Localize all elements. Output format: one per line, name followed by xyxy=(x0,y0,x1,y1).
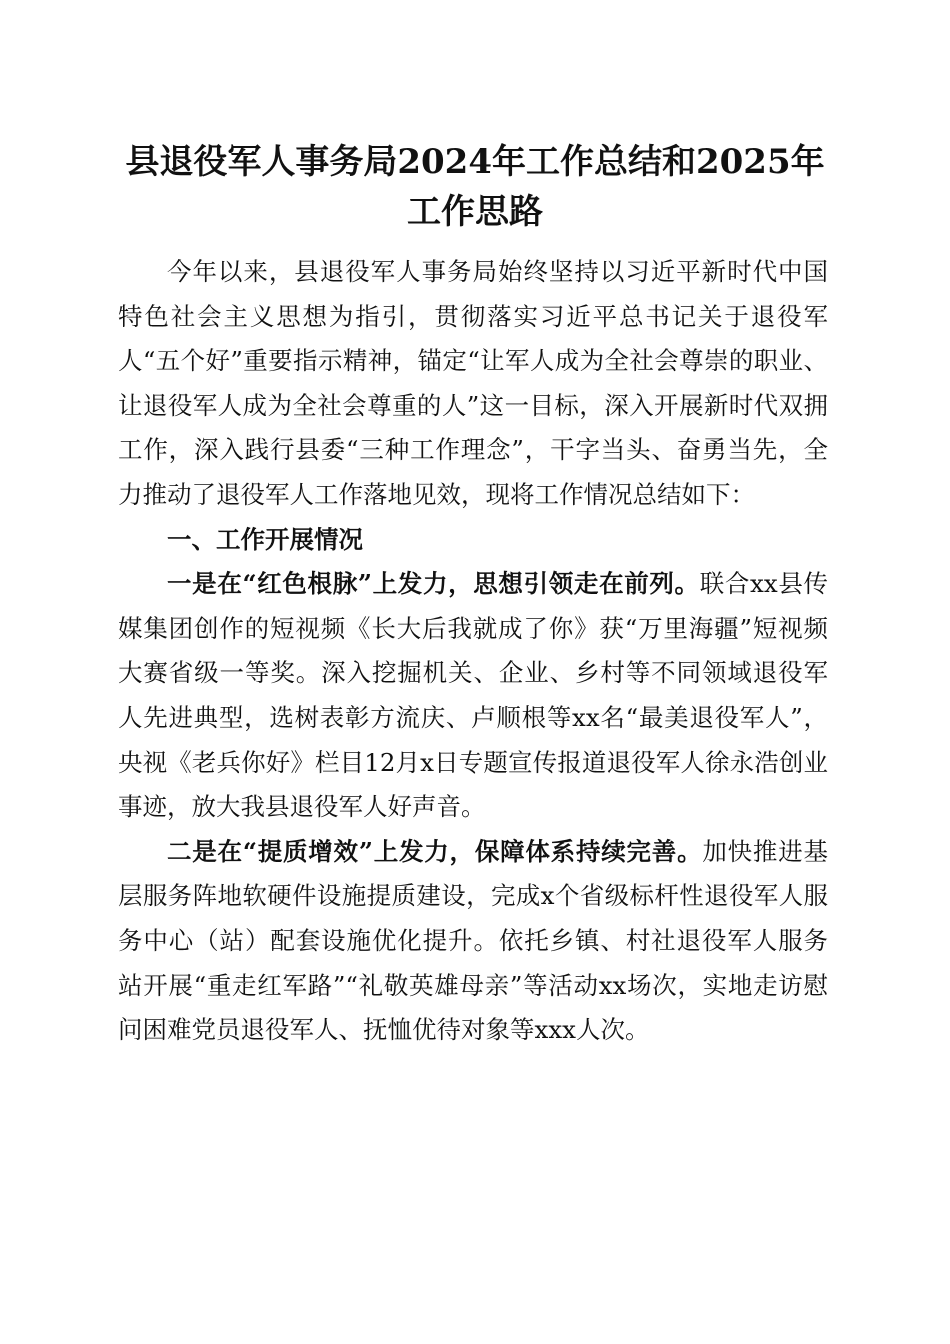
section-heading: 一、工作开展情况 xyxy=(167,524,363,554)
item-paragraph-2 xyxy=(118,830,828,1053)
item-lead-1: 一是在“红色根脉”上发力，思想引领走在前列。 xyxy=(167,569,700,599)
item-paragraph-1 xyxy=(118,562,828,830)
document-body xyxy=(118,250,828,1053)
item-text-1: 联合xx县传媒集团创作的短视频《长大后我就成了你》获“万里海疆”短视频大赛省级一等奖。深入挖掘机关、企业、乡村等不同领域退役军人先进典型，选树表彰方流庆、卢顺根等xx名“最美退役军人”，央视《老兵你好》栏目12月x日专题宣传报道退役军人徐永浩创业事迹，放大我县退役军人好声音。 xyxy=(118,569,828,822)
document-title: 县退役军人事务局2024年工作总结和2025年工作思路 xyxy=(125,142,825,232)
item-lead-2: 二是在“提质增效”上发力，保障体系持续完善。 xyxy=(167,836,703,866)
item-text-2: 加快推进基层服务阵地软硬件设施提质建设，完成x个省级标杆性退役军人服务中心（站）配套设施优化提升。依托乡镇、村社退役军人服务站开展“重走红军路”“礼敬英雄母亲”等活动xx场次，实地走访慰问困难党员退役军人、抚恤优待对象等xxx人次。 xyxy=(118,836,828,1045)
intro-paragraph: 今年以来，县退役军人事务局始终坚持以习近平新时代中国特色社会主义思想为指引，贯彻落实习近平总书记关于退役军人“五个好”重要指示精神，锚定“让军人成为全社会尊崇的职业、让退役军人成为全社会尊重的人”这一目标，深入开展新时代双拥工作，深入践行县委“三种工作理念”，干字当头、奋勇当先，全力推动了退役军人工作落地见效，现将工作情况总结如下： xyxy=(118,257,828,509)
